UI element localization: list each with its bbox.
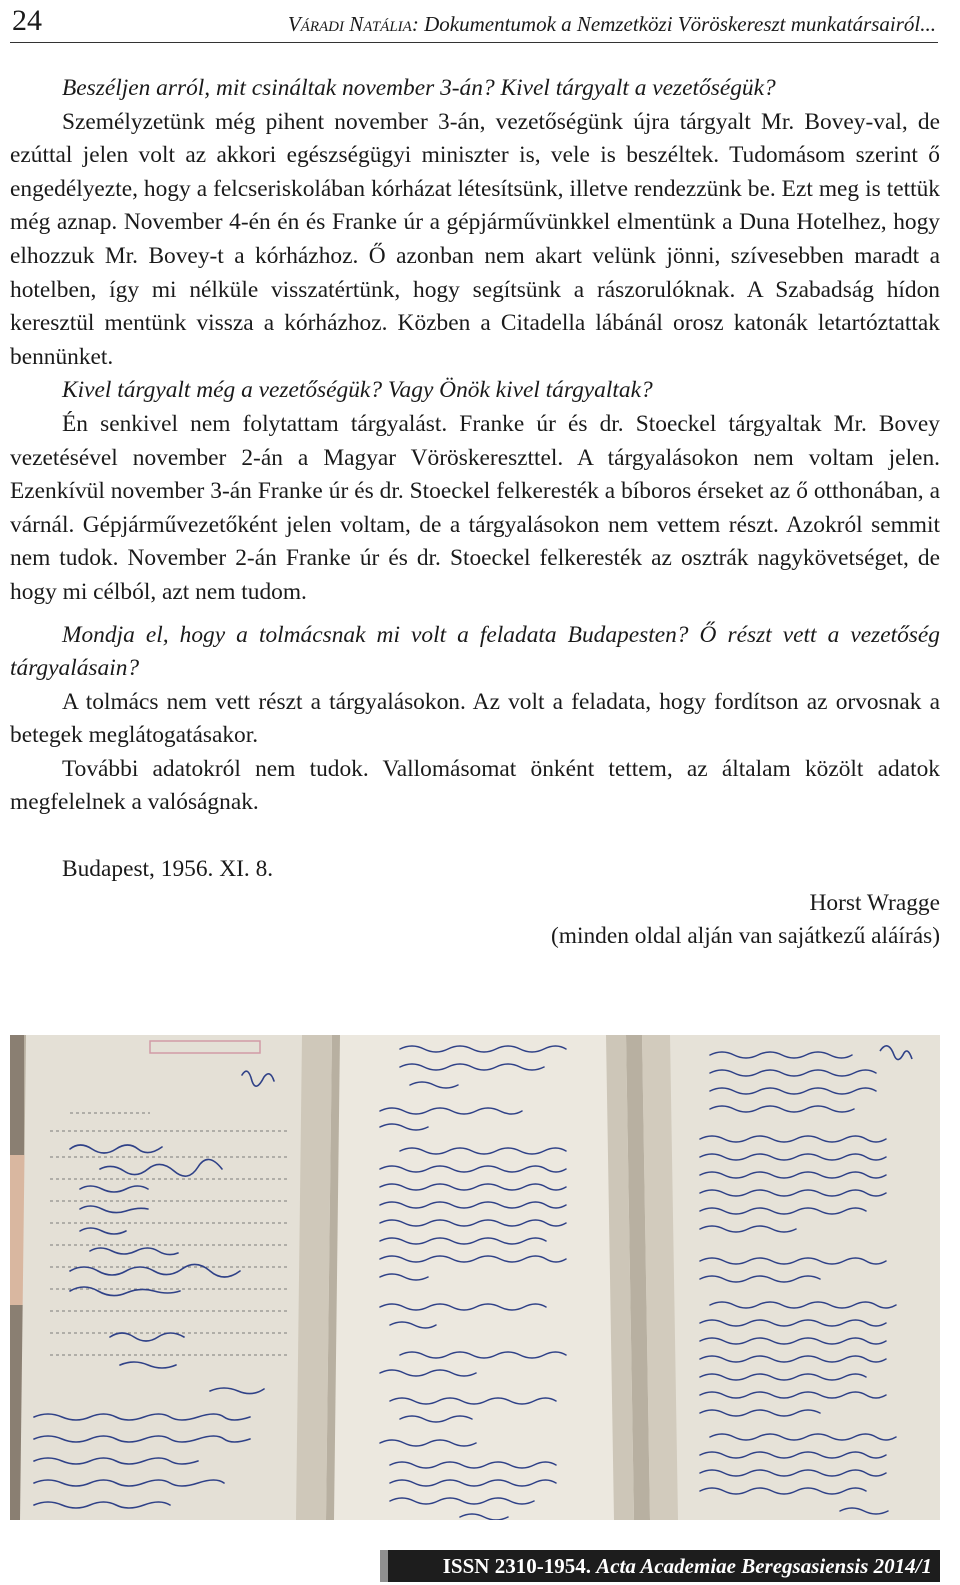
footer-issn: ISSN 2310-1954. xyxy=(442,1554,591,1578)
place-date: Budapest, 1956. XI. 8. xyxy=(62,856,274,883)
left-form-page xyxy=(20,1035,332,1520)
question-paragraph: Beszéljen arról, mit csináltak november 3-án? Kivel tárgyalt a vezetőségük? xyxy=(62,75,776,101)
question-paragraph: Kivel tárgyalt még a vezetőségük? Vagy Önök kivel tárgyaltak? xyxy=(62,377,653,404)
answer-paragraph: A tolmács nem vett részt a tárgyalásokon. Az volt a feladata, hogy fordítson az orvosnak a betegek meglátogatásakor. xyxy=(10,688,940,749)
footer-text xyxy=(443,1553,932,1579)
page-number: 24 xyxy=(12,4,42,37)
right-handwritten-page xyxy=(642,1035,940,1520)
closing-paragraph: További adatokról nem tudok. Vallomásomat önként tettem, az általam közölt adatok megfelelnek a valóságnak. xyxy=(10,755,940,816)
answer-paragraph: Én senkivel nem folytattam tárgyalást. Franke úr és dr. Stoeckel tárgyaltak Mr. Bovey vezetésével november 2-án a Magyar Vöröskereszttel. A tárgyalásokon nem voltam jelen. Ezenkívül november 3-án Franke úr és dr. Stoeckel felkeresték a bíboros érseket az ő otthonában, a várnál. Gépjárművezetőként jelen voltam, de a tárgyalásokon nem vettem részt. Azokról semmit nem tudok. November 2-án Franke úr és dr. Stoeckel felkeresték az osztrák nagykövetséget, de hogy mi célból, azt nem tudom. xyxy=(10,410,940,605)
question-paragraph: Mondja el, hogy a tolmácsnak mi volt a feladata Budapesten? Ő részt vett a vezetőség tárgyalásain? xyxy=(10,621,940,682)
answer-paragraph: Személyzetünk még pihent november 3-án, vezetőségünk újra tárgyalt Mr. Bovey-val, de ezúttal jelen volt az akkori egészségügyi miniszter is, vele is beszéltek. Tudomásom szerint ő engedélyezte, hogy a felcseriskolában kórházat létesítsünk, illetve rendezzünk be. Ezt meg is tettük még aznap. November 4-én én és Franke úr a gépjárművünkkel elmentünk a Duna Hotelhez, hogy elhozzuk Mr. Bovey-t a kórházhoz. Ő azonban nem akart velünk jönni, szívesebben maradt a hotelben, így mi nélküle visszatértünk, hogy segítsünk a rászorulóknak. A Szabadság hídon keresztül mentünk vissza a kórházhoz. Közben a Citadella lábánál orosz katonák letartóztattak bennünket. xyxy=(10,108,940,370)
middle-handwritten-page xyxy=(334,1035,634,1520)
page-header xyxy=(10,2,938,43)
running-head xyxy=(288,10,936,38)
document-body xyxy=(10,72,940,954)
signature-note: (minden oldal alján van sajátkezű aláírás) xyxy=(550,923,940,950)
document-photo xyxy=(10,1035,940,1520)
running-head-author: Váradi Natália: xyxy=(287,12,419,36)
signature-name: Horst Wragge xyxy=(809,889,940,916)
running-head-title: Dokumentumok a Nemzetközi Vöröskereszt munkatársairól... xyxy=(424,12,936,36)
handwritten-pages-photo xyxy=(10,1035,940,1520)
footer-journal: Acta Academiae Beregsasiensis 2014/1 xyxy=(596,1554,932,1578)
footer-band xyxy=(380,1550,940,1582)
